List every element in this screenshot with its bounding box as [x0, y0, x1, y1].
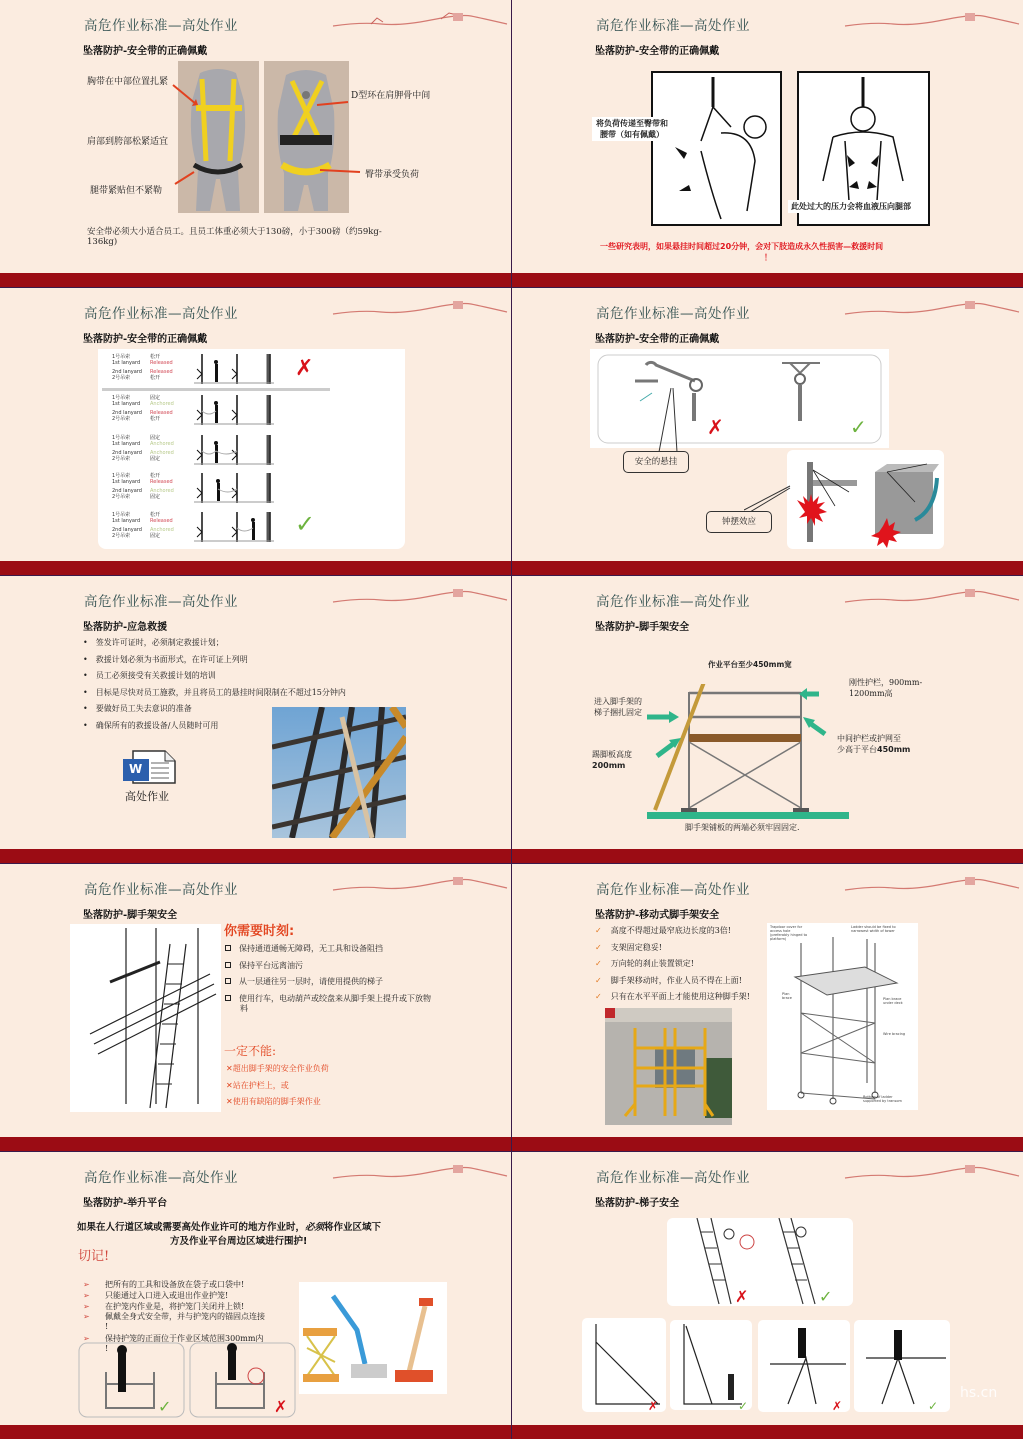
slide-subtitle: 坠落防护-安全带的正确佩戴	[595, 334, 720, 345]
slide-title: 高危作业标准—高处作业	[596, 594, 750, 610]
footer-band	[512, 1137, 1023, 1151]
ladder-climbing-illustrations	[667, 1218, 853, 1306]
slide-subtitle: 坠落防护-梯子安全	[595, 1198, 680, 1209]
list-item: ➢ 只能通过入口进入或退出作业护笼!	[83, 1290, 229, 1300]
platform-width-label: 作业平台至少450mm宽	[708, 660, 792, 669]
footer-band	[512, 561, 1023, 575]
never-heading: 一定不能:	[224, 1044, 277, 1058]
lanyard-sequence-panel	[98, 349, 405, 549]
great-wall-decoration	[331, 10, 509, 30]
mobile-scaffold-rules	[595, 925, 750, 1008]
toe-board-label: 踢脚板高度 200mm	[592, 750, 632, 770]
great-wall-decoration	[331, 586, 509, 606]
slide-9-lift-platform[interactable]	[0, 1152, 511, 1439]
label-leg-strap: 腿带紧贴但不紧勒	[90, 186, 163, 196]
pendulum-illustration	[787, 450, 944, 549]
callout-arrows	[647, 684, 852, 822]
ladder-tie-label: 进入脚手架的 梯子捆扎固定	[594, 697, 642, 717]
svg-text:✓: ✓	[738, 1399, 749, 1413]
list-item: ✓ 支架固定稳妥!	[595, 942, 662, 952]
footer-band	[512, 1425, 1023, 1439]
label-d-ring: D型环在肩胛骨中间	[351, 91, 431, 101]
list-item: ➢ 保持护笼的正面位于作业区域范围300mm内	[83, 1333, 264, 1343]
lanyard-row: 1号吊索 1st lanyard 2nd lanyard 2号吊索 松开 Released Anchored 固定 ✓	[112, 512, 392, 542]
great-wall-decoration	[843, 874, 1021, 894]
slide-2-suspension-trauma[interactable]	[512, 0, 1023, 287]
callout-pointer	[744, 484, 792, 514]
list-item: ✓ 脚手架移动时，作业人员不得在上面!	[595, 975, 742, 985]
svg-text:✓: ✓	[928, 1399, 939, 1413]
slide-title: 高危作业标准—高处作业	[596, 882, 750, 898]
list-item-continuation: !	[105, 1343, 109, 1353]
list-item: 保持平台远离油污	[225, 960, 431, 977]
slide-subtitle: 坠落防护-脚手架安全	[595, 622, 690, 633]
scaffold-ladder-illustration	[70, 924, 221, 1112]
slide-7-scaffold-dos-donts[interactable]	[0, 864, 511, 1151]
slide-subtitle: 坠落防护-应急救援	[83, 622, 168, 633]
steel-structure-photo	[272, 707, 406, 838]
lanyard-row: 1号吊索 1st lanyard 2nd lanyard 2号吊索 固定 Anchored Released 松开	[112, 395, 392, 425]
callout-pointer	[657, 388, 697, 453]
must-always-heading: 你需要时刻:	[224, 924, 295, 939]
mobile-scaffold-diagram	[767, 923, 918, 1110]
list-item: ✕站在护栏上，或	[226, 1080, 289, 1090]
list-item: 从一层通往另一层时，请使用提供的梯子	[225, 976, 431, 993]
barricade-headline-line-1: 如果在人行道区域或需要高处作业许可的地方作业时，必须将作业区域下	[77, 1222, 382, 1233]
svg-text:✗: ✗	[274, 1397, 288, 1416]
slide-6-scaffold-diagram[interactable]	[512, 576, 1023, 863]
footer-band	[0, 849, 511, 863]
slide-subtitle: 坠落防护-安全带的正确佩戴	[83, 334, 208, 345]
great-wall-decoration	[843, 586, 1021, 606]
slide-title: 高危作业标准—高处作业	[84, 594, 238, 610]
label-chest-strap: 胸带在中部位置扎紧	[87, 77, 169, 87]
slide-title: 高危作业标准—高处作业	[596, 306, 750, 322]
word-icon-letter: W	[129, 762, 143, 776]
lanyard-row: 1号吊索 1st lanyard 2nd lanyard 2号吊索 松开 Released Anchored 固定	[112, 473, 392, 503]
list-item: • 员工必须接受有关救援计划的培训	[83, 671, 216, 680]
slide-10-ladder-safety[interactable]	[512, 1152, 1023, 1439]
callout-safe-anchor: 安全的悬挂	[623, 451, 689, 473]
weight-note-line-2: 136kg)	[87, 237, 118, 247]
list-item: 使用行车，电动葫芦或绞盘来从脚手架上提升或下放物	[225, 993, 431, 1003]
rescue-time-warning: 一些研究表明，如果悬挂时间超过20分钟，会对下肢造成永久性损害—救援时间	[600, 242, 884, 251]
list-item: ✓ 万向轮的刹止装置锁定!	[595, 959, 694, 968]
slide-title: 高危作业标准—高处作业	[84, 18, 238, 34]
footer-band	[512, 273, 1023, 287]
label-shoulder-fit: 肩部到胯部松紧适宜	[87, 137, 169, 147]
lanyard-row: 1号吊索 1st lanyard 2nd lanyard 2号吊索 松开 Released Released 松开 ✗	[112, 354, 392, 384]
watermark: hs.cn	[960, 1385, 998, 1401]
document-label: 高处作业	[125, 790, 169, 803]
anchor-comparison-panel	[590, 349, 889, 448]
great-wall-decoration	[331, 1162, 509, 1182]
basket-harness-illustrations	[78, 1342, 296, 1418]
list-item: ✕使用有缺陷的脚手架作业	[226, 1097, 321, 1106]
note-ladder-bottom: Bottom of ladder supported by transom	[863, 1095, 902, 1103]
weight-note-line-1: 安全带必须大小适合员工。且员工体重必须大于130磅，小于300磅（约59kg-	[87, 227, 382, 237]
label-hip-strap: 臀带承受负荷	[365, 170, 420, 180]
wrong-mark-icon: ✗	[295, 356, 314, 381]
remember-heading: 切记!	[78, 1249, 110, 1264]
slide-subtitle: 坠落防护-安全带的正确佩戴	[595, 46, 720, 57]
must-always-list	[225, 943, 431, 1013]
slide-subtitle: 坠落防护-脚手架安全	[83, 910, 178, 921]
footer-band	[512, 849, 1023, 863]
load-transfer-label: 将负荷传递至臀带和腰带（如有佩戴）	[592, 117, 672, 141]
correct-mark-icon: ✓	[295, 510, 316, 538]
footer-band	[0, 1425, 511, 1439]
slide-1-harness-fitting[interactable]	[0, 0, 511, 287]
great-wall-decoration	[843, 10, 1021, 30]
note-plan-brace: Plan brace	[782, 992, 792, 1000]
guardrail-label: 刚性护栏，900mm- 1200mm高	[849, 678, 923, 698]
list-item: ➢ 在护笼内作业是，将护笼门关闭并上锁!	[83, 1301, 245, 1311]
slide-4-anchor-pendulum[interactable]	[512, 288, 1023, 575]
embedded-word-document[interactable]	[121, 749, 177, 785]
great-wall-decoration	[331, 298, 509, 318]
list-item-continuation: !	[105, 1322, 109, 1332]
list-item: • 签发许可证时，必须制定救援计划；	[83, 638, 224, 647]
callout-pendulum: 钟摆效应	[706, 511, 772, 533]
footer-band	[0, 1137, 511, 1151]
lanyard-row: 1号吊索 1st lanyard 2nd lanyard 2号吊索 固定 Anchored Anchored 固定	[112, 435, 392, 465]
slide-title: 高危作业标准—高处作业	[84, 1170, 238, 1186]
slide-3-lanyard-sequence[interactable]	[0, 288, 511, 575]
list-item: • 要做好员工失去意识的准备	[83, 704, 192, 713]
slide-title: 高危作业标准—高处作业	[84, 306, 238, 322]
list-item: • 目标是尽快对员工施救，并且将员工的悬挂时间限制在不超过15分钟内	[83, 687, 346, 697]
svg-text:✗: ✗	[735, 1287, 749, 1306]
footer-band	[0, 273, 511, 287]
svg-text:✗: ✗	[832, 1399, 843, 1413]
svg-text:✓: ✓	[158, 1397, 172, 1416]
slide-subtitle: 坠落防护-举升平台	[83, 1198, 168, 1209]
list-item: ➢ 佩戴全身式安全带，并与护笼内的锚固点连接	[83, 1312, 265, 1322]
divider	[102, 388, 330, 391]
rescue-time-warning-tail: ！	[764, 252, 772, 262]
svg-text:✗: ✗	[648, 1399, 659, 1413]
wrong-mark-icon: ✗	[707, 415, 724, 439]
great-wall-decoration	[843, 298, 1021, 318]
slide-subtitle: 坠落防护-移动式脚手架安全	[595, 910, 720, 921]
list-item-continuation: 料	[240, 1003, 248, 1013]
list-item: ➢ 把所有的工具和设备放在袋子或口袋中!	[83, 1280, 245, 1289]
list-item: • 救援计划必须为书面形式，在许可证上列明	[83, 654, 248, 664]
plank-fixing-label: 脚手架铺板的两端必须牢固固定.	[685, 823, 800, 832]
never-list	[226, 1063, 329, 1113]
annotation-arrows	[170, 80, 370, 200]
slide-5-emergency-rescue[interactable]	[0, 576, 511, 863]
note-ladder-fixed: Ladder should be fixed to narrowest width of tower	[851, 925, 896, 933]
note-plan-brace-under-deck: Plan brace under deck	[883, 997, 903, 1005]
mid-rail-label: 中间护栏或护网至 少高于平台450mm	[837, 734, 911, 754]
slide-8-mobile-scaffold[interactable]	[512, 864, 1023, 1151]
barricade-headline-line-2: 方及作业平台周边区域进行围护!	[170, 1236, 308, 1247]
suspended-worker-side-illustration	[651, 71, 782, 226]
ladder-angle-illustrations	[582, 1318, 960, 1414]
pendulum-effect-panel	[787, 450, 944, 549]
correct-mark-icon: ✓	[850, 415, 867, 439]
note-trapdoor: Trapdoor cover for access hole (preferably hinged to platform)	[770, 925, 808, 941]
list-item: ✓ 只有在水平平面上才能使用这种脚手架!	[595, 992, 750, 1001]
anchor-illustrations	[590, 349, 889, 448]
great-wall-decoration	[843, 1162, 1021, 1182]
great-wall-decoration	[331, 874, 509, 894]
slide-title: 高危作业标准—高处作业	[596, 1170, 750, 1186]
slide-title: 高危作业标准—高处作业	[596, 18, 750, 34]
slide-subtitle: 坠落防护-安全带的正确佩戴	[83, 46, 208, 57]
list-item: ✓ 高度不得超过最窄底边长度的3倍!	[595, 926, 732, 935]
aerial-lift-equipment-photo	[299, 1282, 447, 1394]
list-item: • 确保所有的救援设备/人员随时可用	[83, 720, 219, 730]
slide-title: 高危作业标准—高处作业	[84, 882, 238, 898]
list-item: 保持通道通畅无障碍，无工具和设备阻挡	[225, 943, 431, 960]
footer-band	[0, 561, 511, 575]
note-wire-bracing: Wire bracing	[883, 1032, 906, 1036]
mobile-scaffold-photo	[605, 1008, 732, 1125]
list-item: ✕超出脚手架的安全作业负荷	[226, 1064, 329, 1073]
blood-pressure-label: 此处过大的压力会将血液压向腿部	[788, 200, 914, 213]
svg-text:✓: ✓	[819, 1287, 833, 1306]
